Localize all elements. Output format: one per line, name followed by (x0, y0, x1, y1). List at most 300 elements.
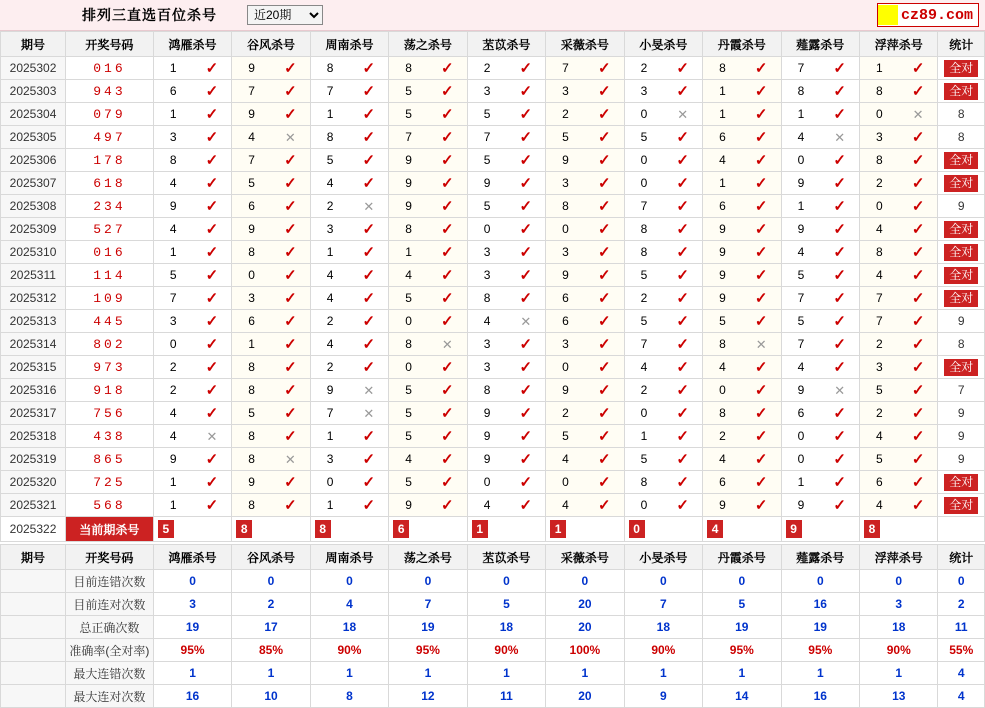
summary-value-cell: 95% (389, 639, 467, 662)
summary-value-cell: 1 (389, 662, 467, 685)
logo-text: cz89.com (900, 6, 973, 24)
kill-number-cell (310, 80, 388, 103)
check-icon: ✓ (754, 151, 768, 169)
check-icon: ✓ (597, 243, 611, 261)
column-header: 采薇杀号 (546, 32, 624, 57)
summary-value-cell: 1 (153, 662, 231, 685)
kill-number-cell (546, 57, 624, 80)
kill-number-cell (546, 241, 624, 264)
issue-cell: 2025317 (1, 402, 66, 425)
kill-number-value: 1 (326, 107, 334, 121)
current-kill-cell (624, 517, 702, 542)
status-badge: 全对 (944, 244, 978, 261)
kill-number-value: 7 (797, 337, 805, 351)
kill-result-mark (428, 406, 467, 421)
column-header: 统计 (938, 545, 985, 570)
check-icon: ✓ (754, 197, 768, 215)
kill-number-cell (860, 425, 938, 448)
kill-number-cell (781, 57, 859, 80)
kill-result-mark (506, 130, 545, 145)
kill-result-mark (428, 222, 467, 237)
check-icon: ✓ (205, 59, 219, 77)
draw-number-cell: 109 (66, 287, 154, 310)
kill-result-mark (271, 406, 310, 421)
kill-number-value: 3 (562, 84, 569, 98)
check-icon: ✓ (362, 266, 376, 284)
kill-number-cell (232, 287, 310, 310)
kill-result-mark (506, 153, 545, 168)
kill-result-mark (428, 383, 467, 398)
kill-number-value: 2 (169, 383, 177, 397)
column-header: 丹霞杀号 (703, 32, 781, 57)
cross-icon: ✕ (834, 129, 846, 145)
status-badge: 全对 (944, 152, 978, 169)
check-icon: ✓ (362, 289, 376, 307)
kill-result-mark (820, 222, 859, 237)
column-header: 周南杀号 (310, 545, 388, 570)
kill-result-mark (663, 108, 702, 121)
check-icon: ✓ (441, 381, 454, 399)
issue-cell: 2025316 (1, 379, 66, 402)
kill-result-mark (585, 153, 624, 168)
kill-number-cell (467, 379, 545, 402)
summary-row (1, 593, 985, 616)
check-icon: ✓ (205, 381, 219, 399)
kill-result-mark (899, 314, 938, 329)
kill-result-mark (820, 61, 859, 76)
draw-number-cell: 865 (66, 448, 154, 471)
kill-result-mark (820, 498, 859, 513)
kill-result-mark (506, 337, 545, 352)
kill-number-value: 8 (719, 61, 726, 75)
kill-number-cell (310, 241, 388, 264)
kill-number-cell (153, 103, 231, 126)
kill-number-value: 8 (248, 498, 255, 512)
kill-number-value: 1 (326, 429, 334, 443)
kill-number-value: 4 (876, 429, 883, 443)
kill-number-cell (781, 264, 859, 287)
draw-number-cell: 016 (66, 241, 154, 264)
kill-number-value: 5 (169, 268, 177, 282)
table-row (1, 402, 985, 425)
cross-icon: ✕ (677, 106, 689, 122)
kill-number-value: 5 (640, 130, 648, 144)
kill-number-cell (467, 402, 545, 425)
kill-number-cell (703, 402, 781, 425)
check-icon: ✓ (205, 243, 219, 261)
kill-number-value: 2 (640, 383, 648, 397)
kill-result-mark (820, 131, 859, 144)
current-kill-value: 8 (315, 520, 331, 538)
check-icon: ✓ (284, 151, 297, 169)
kill-number-value: 1 (169, 61, 177, 75)
kill-result-mark (271, 291, 310, 306)
kill-number-value: 8 (640, 475, 648, 489)
check-icon: ✓ (284, 59, 297, 77)
issue-cell: 2025315 (1, 356, 66, 379)
kill-result-mark (585, 84, 624, 99)
draw-number-cell: 756 (66, 402, 154, 425)
kill-number-cell (860, 402, 938, 425)
kill-number-value: 9 (797, 498, 805, 512)
check-icon: ✓ (754, 243, 768, 261)
check-icon: ✓ (205, 174, 219, 192)
check-icon: ✓ (833, 473, 846, 491)
kill-number-cell (781, 333, 859, 356)
kill-number-cell (781, 356, 859, 379)
kill-result-mark (663, 153, 702, 168)
kill-result-mark (742, 84, 781, 99)
page-title: 排列三直选百位杀号 (82, 7, 217, 23)
draw-number-cell: 943 (66, 80, 154, 103)
kill-result-mark (585, 383, 624, 398)
kill-result-mark (663, 84, 702, 99)
row-stat-cell (938, 356, 985, 379)
check-icon: ✓ (676, 496, 689, 514)
current-kill-value: 5 (158, 520, 174, 538)
kill-number-value: 8 (876, 153, 883, 167)
kill-result-mark (899, 245, 938, 260)
status-badge: 全对 (944, 60, 978, 77)
kill-result-mark (899, 406, 938, 421)
kill-result-mark (663, 222, 702, 237)
kill-result-mark (428, 429, 467, 444)
kill-number-value: 3 (562, 176, 569, 190)
summary-value-cell: 16 (781, 685, 859, 708)
kill-number-value: 8 (248, 245, 255, 259)
kill-number-value: 9 (797, 222, 805, 236)
kill-number-cell (546, 149, 624, 172)
check-icon: ✓ (676, 358, 689, 376)
kill-number-value: 1 (797, 107, 805, 121)
check-icon: ✓ (519, 427, 533, 445)
table-row (1, 356, 985, 379)
kill-number-cell (310, 448, 388, 471)
kill-result-mark (899, 452, 938, 467)
summary-value-cell: 5 (467, 593, 545, 616)
draw-number-cell: 618 (66, 172, 154, 195)
kill-result-mark (271, 453, 310, 466)
kill-number-value: 6 (248, 314, 255, 328)
kill-number-cell (781, 126, 859, 149)
check-icon: ✓ (362, 105, 376, 123)
kill-number-value: 5 (483, 199, 491, 213)
row-stat-cell (938, 172, 985, 195)
kill-number-value: 3 (483, 360, 491, 374)
kill-number-value: 5 (405, 383, 412, 397)
check-icon: ✓ (284, 404, 297, 422)
kill-number-cell (232, 402, 310, 425)
column-header: 周南杀号 (310, 32, 388, 57)
kill-result-mark (506, 245, 545, 260)
kill-number-value: 0 (719, 383, 726, 397)
kill-number-value: 1 (169, 475, 177, 489)
summary-value-cell: 0 (703, 570, 781, 593)
draw-number-cell: 802 (66, 333, 154, 356)
kill-number-cell (860, 172, 938, 195)
kill-number-cell (860, 471, 938, 494)
kill-result-mark (271, 314, 310, 329)
kill-result-mark (820, 245, 859, 260)
kill-number-value: 4 (719, 153, 726, 167)
kill-result-mark (820, 199, 859, 214)
kill-number-value: 0 (562, 475, 569, 489)
kill-number-cell (389, 471, 467, 494)
kill-number-cell (153, 310, 231, 333)
kill-number-cell (624, 494, 702, 517)
check-icon: ✓ (284, 335, 297, 353)
kill-result-mark (820, 475, 859, 490)
kill-number-cell (781, 103, 859, 126)
kill-result-mark (349, 153, 388, 168)
check-icon: ✓ (676, 220, 689, 238)
kill-number-value: 3 (326, 452, 334, 466)
kill-result-mark (428, 291, 467, 306)
kill-number-value: 2 (876, 337, 883, 351)
kill-number-value: 5 (405, 291, 412, 305)
kill-number-cell (624, 425, 702, 448)
kill-result-mark (428, 199, 467, 214)
kill-number-value: 5 (797, 314, 805, 328)
check-icon: ✓ (284, 427, 297, 445)
kill-number-value: 7 (326, 406, 334, 420)
kill-number-value: 5 (405, 429, 412, 443)
kill-result-mark (899, 222, 938, 237)
table-row (1, 448, 985, 471)
kill-number-value: 3 (562, 245, 569, 259)
row-stat-cell (938, 241, 985, 264)
row-stat-cell (938, 287, 985, 310)
summary-value-cell: 20 (546, 616, 624, 639)
kill-number-value: 0 (876, 199, 883, 213)
kill-result-mark (193, 406, 232, 421)
kill-number-value: 3 (169, 314, 177, 328)
kill-number-value: 6 (719, 130, 726, 144)
kill-number-value: 1 (326, 245, 334, 259)
kill-number-value: 2 (326, 360, 334, 374)
kill-number-value: 2 (640, 291, 648, 305)
summary-value-cell: 17 (232, 616, 310, 639)
kill-number-cell (860, 310, 938, 333)
kill-number-cell (153, 218, 231, 241)
check-icon: ✓ (284, 243, 297, 261)
kill-result-mark (271, 383, 310, 398)
kill-result-mark (506, 107, 545, 122)
kill-number-cell (546, 287, 624, 310)
kill-number-value: 4 (405, 452, 412, 466)
check-icon: ✓ (205, 82, 219, 100)
check-icon: ✓ (597, 496, 611, 514)
kill-result-mark (271, 268, 310, 283)
check-icon: ✓ (519, 82, 533, 100)
check-icon: ✓ (441, 128, 454, 146)
kill-number-value: 4 (169, 429, 177, 443)
kill-number-value: 2 (326, 199, 334, 213)
check-icon: ✓ (362, 427, 376, 445)
check-icon: ✓ (754, 381, 768, 399)
kill-number-cell (624, 310, 702, 333)
summary-value-cell: 1 (467, 662, 545, 685)
check-icon: ✓ (362, 496, 376, 514)
kill-number-cell (703, 149, 781, 172)
summary-total-cell: 11 (938, 616, 985, 639)
summary-row-spacer (1, 570, 66, 593)
check-icon: ✓ (441, 312, 454, 330)
kill-number-value: 7 (876, 291, 883, 305)
kill-result-mark (899, 130, 938, 145)
kill-number-cell (153, 379, 231, 402)
kill-number-cell (546, 126, 624, 149)
check-icon: ✓ (362, 82, 376, 100)
issue-cell: 2025320 (1, 471, 66, 494)
kill-number-value: 1 (797, 199, 805, 213)
check-icon: ✓ (362, 358, 376, 376)
summary-value-cell: 19 (389, 616, 467, 639)
kill-result-mark (820, 291, 859, 306)
column-header: 浮萍杀号 (860, 32, 938, 57)
kill-result-mark (428, 498, 467, 513)
kill-number-cell (624, 264, 702, 287)
check-icon: ✓ (754, 266, 768, 284)
check-icon: ✓ (441, 358, 454, 376)
kill-result-mark (585, 475, 624, 490)
table-row (1, 287, 985, 310)
kill-number-value: 9 (719, 268, 726, 282)
kill-number-cell (467, 149, 545, 172)
table-row (1, 379, 985, 402)
kill-number-cell (703, 195, 781, 218)
kill-number-cell (389, 425, 467, 448)
kill-result-mark (899, 176, 938, 191)
kill-number-cell (860, 287, 938, 310)
row-stat-cell (938, 149, 985, 172)
kill-number-cell (703, 57, 781, 80)
summary-value-cell: 4 (310, 593, 388, 616)
kill-number-value: 0 (640, 153, 648, 167)
check-icon: ✓ (911, 427, 925, 445)
kill-result-mark (349, 245, 388, 260)
kill-number-value: 6 (248, 199, 255, 213)
kill-result-mark (663, 291, 702, 306)
check-icon: ✓ (754, 174, 768, 192)
kill-number-value: 8 (326, 130, 334, 144)
kill-number-value: 0 (797, 429, 805, 443)
check-icon: ✓ (205, 496, 219, 514)
kill-number-cell (389, 402, 467, 425)
kill-number-cell (467, 126, 545, 149)
kill-result-mark (742, 338, 781, 351)
check-icon: ✓ (441, 404, 454, 422)
kill-number-cell (389, 310, 467, 333)
kill-number-value: 7 (797, 61, 805, 75)
check-icon: ✓ (676, 335, 689, 353)
kill-result-mark (742, 176, 781, 191)
kill-result-mark (271, 153, 310, 168)
kill-result-mark (271, 176, 310, 191)
kill-number-cell (624, 241, 702, 264)
check-icon: ✓ (597, 450, 611, 468)
kill-number-cell (467, 103, 545, 126)
cross-icon: ✕ (755, 336, 767, 352)
kill-number-cell (860, 195, 938, 218)
column-header: 期号 (1, 545, 66, 570)
kill-number-value: 6 (719, 475, 726, 489)
draw-number-cell: 725 (66, 471, 154, 494)
kill-result-mark (585, 360, 624, 375)
kill-number-value: 9 (483, 406, 491, 420)
draw-number-cell: 079 (66, 103, 154, 126)
kill-result-mark (349, 84, 388, 99)
kill-result-mark (428, 475, 467, 490)
kill-number-value: 4 (719, 452, 726, 466)
kill-result-mark (899, 383, 938, 398)
period-select[interactable] (247, 5, 323, 25)
table-row (1, 218, 985, 241)
check-icon: ✓ (676, 59, 689, 77)
current-kill-cell (467, 517, 545, 542)
check-icon: ✓ (754, 312, 768, 330)
check-icon: ✓ (362, 243, 376, 261)
check-icon: ✓ (284, 473, 297, 491)
kill-number-cell (781, 379, 859, 402)
check-icon: ✓ (362, 128, 376, 146)
kill-number-cell (389, 57, 467, 80)
kill-result-mark (271, 475, 310, 490)
kill-number-cell (781, 425, 859, 448)
kill-number-cell (232, 448, 310, 471)
kill-number-cell (781, 310, 859, 333)
kill-number-cell (232, 218, 310, 241)
check-icon: ✓ (362, 151, 376, 169)
kill-number-cell (781, 494, 859, 517)
kill-result-mark (193, 222, 232, 237)
check-icon: ✓ (519, 266, 533, 284)
check-icon: ✓ (833, 243, 846, 261)
kill-number-value: 7 (248, 153, 255, 167)
row-stat-cell (938, 471, 985, 494)
kill-result-mark (428, 61, 467, 76)
kill-number-cell (624, 149, 702, 172)
kill-number-value: 9 (483, 452, 491, 466)
kill-number-cell (860, 149, 938, 172)
kill-number-cell (310, 425, 388, 448)
kill-number-value: 5 (562, 429, 569, 443)
table-row (1, 310, 985, 333)
kill-number-cell (232, 310, 310, 333)
kill-result-mark (349, 407, 388, 420)
summary-value-cell: 1 (781, 662, 859, 685)
check-icon: ✓ (597, 289, 611, 307)
check-icon: ✓ (284, 358, 297, 376)
kill-number-cell (546, 333, 624, 356)
summary-value-cell: 95% (153, 639, 231, 662)
kill-number-value: 9 (562, 383, 569, 397)
cross-icon: ✕ (441, 336, 453, 352)
kill-number-cell (389, 103, 467, 126)
kill-number-cell (467, 172, 545, 195)
check-icon: ✓ (754, 220, 768, 238)
draw-number-cell: 568 (66, 494, 154, 517)
kill-result-mark (663, 314, 702, 329)
summary-value-cell: 0 (624, 570, 702, 593)
check-icon: ✓ (597, 151, 611, 169)
kill-result-mark (742, 268, 781, 283)
cross-icon: ✕ (834, 382, 846, 398)
current-issue-row (1, 517, 985, 542)
kill-result-mark (349, 291, 388, 306)
issue-cell: 2025319 (1, 448, 66, 471)
kill-number-value: 7 (640, 337, 648, 351)
